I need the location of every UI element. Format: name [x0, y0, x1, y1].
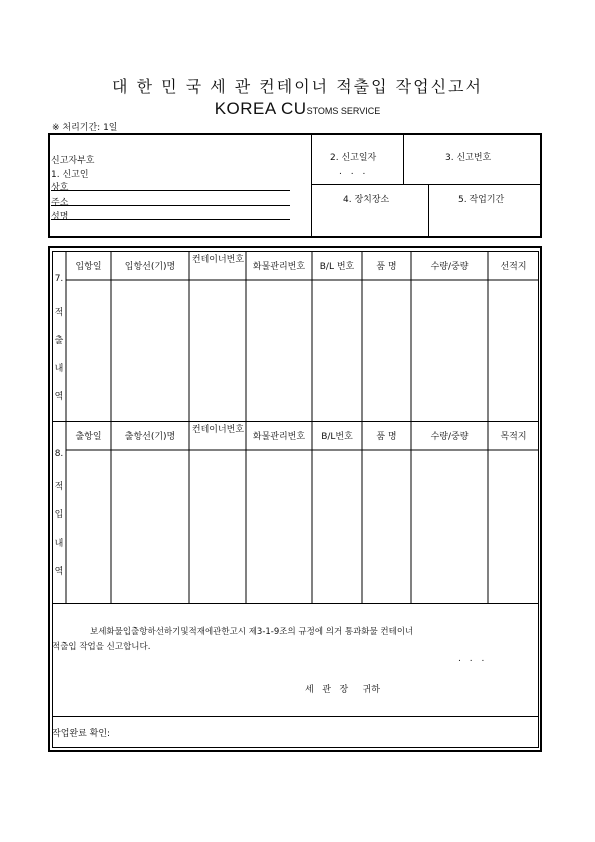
work-period-label: 5. 작업기간 — [458, 195, 505, 205]
firm-name-label: 상호 — [51, 183, 69, 193]
report-number-label: 3. 신고번호 — [445, 153, 492, 163]
section7-char: 내 — [54, 364, 64, 374]
col-qty-weight: 수량/중량 — [430, 432, 469, 442]
divider — [311, 184, 541, 185]
col-container-no: 컨테이너번호 — [191, 425, 245, 435]
report-date-label: 2. 신고일자 — [330, 153, 377, 163]
col-departure-date: 출항일 — [75, 432, 102, 442]
divider — [311, 134, 312, 236]
addressee: 세 관 장 귀하 — [305, 685, 380, 695]
section8-char: 입 — [54, 510, 64, 520]
col-arrival-vessel: 입항선(기)명 — [124, 262, 176, 272]
subtitle-small: STOMS SERVICE — [306, 106, 381, 116]
col-departure-vessel: 출항선(기)명 — [124, 432, 176, 442]
section7-number: 7. — [54, 274, 64, 284]
completion-check-label: 작업완료 확인: — [52, 729, 111, 739]
col-cargo-mgmt-no: 화물관리번호 — [252, 262, 306, 272]
section8-table — [52, 421, 539, 603]
declaration-text-line1: 보세화물입출항하선하기및적재에관한고시 제3-1-9조의 규정에 의거 통과화물 컨테이너 — [90, 627, 414, 637]
firm-name-field[interactable] — [51, 190, 290, 191]
col-bl-no: B/L번호 — [321, 432, 353, 442]
declaration-date-field[interactable]: . . . — [458, 654, 488, 664]
col-item-name: 품 명 — [376, 262, 397, 272]
divider — [52, 716, 539, 717]
section7-table — [52, 251, 539, 421]
processing-period-note: ※ 처리기간: 1일 — [52, 123, 118, 133]
section8-number: 8. — [54, 449, 64, 459]
col-cargo-mgmt-no: 화물관리번호 — [252, 432, 306, 442]
subtitle-main: KOREA CU — [214, 99, 307, 118]
section8-char: 내 — [54, 539, 64, 549]
section7-char: 역 — [54, 392, 64, 402]
section8-char: 적 — [54, 482, 64, 492]
col-bl-no: B/L 번호 — [319, 262, 355, 272]
applicant-section — [48, 133, 542, 238]
section8-grid — [52, 421, 539, 603]
col-item-name: 품 명 — [376, 432, 397, 442]
col-container-no: 컨테이너번호 — [191, 255, 245, 265]
storage-place-label: 4. 장치장소 — [343, 195, 390, 205]
form-title: 대 한 민 국 세 관 컨테이너 적출입 작업신고서 — [112, 77, 483, 96]
divider — [52, 603, 539, 604]
declaration-text-line2: 적출입 작업을 신고합니다. — [52, 642, 151, 652]
section7-grid — [52, 251, 539, 421]
divider — [403, 134, 404, 184]
col-arrival-date: 입항일 — [75, 262, 102, 272]
address-field[interactable] — [51, 205, 290, 206]
col-loading-port: 선적지 — [500, 262, 527, 272]
section7-char: 적 — [54, 308, 64, 318]
divider — [428, 184, 429, 236]
address-label: 주소 — [51, 198, 69, 208]
declarant-label: 1. 신고인 — [51, 170, 89, 180]
name-label: 성명 — [51, 212, 69, 222]
col-destination: 목적지 — [500, 432, 527, 442]
form-subtitle — [0, 99, 595, 119]
section8-char: 역 — [54, 567, 64, 577]
section7-char: 출 — [54, 336, 64, 346]
col-qty-weight: 수량/중량 — [430, 262, 469, 272]
name-field[interactable] — [51, 219, 290, 220]
report-person-code-label: 신고자부호 — [51, 156, 95, 166]
report-date-field[interactable]: . . . — [339, 167, 369, 177]
